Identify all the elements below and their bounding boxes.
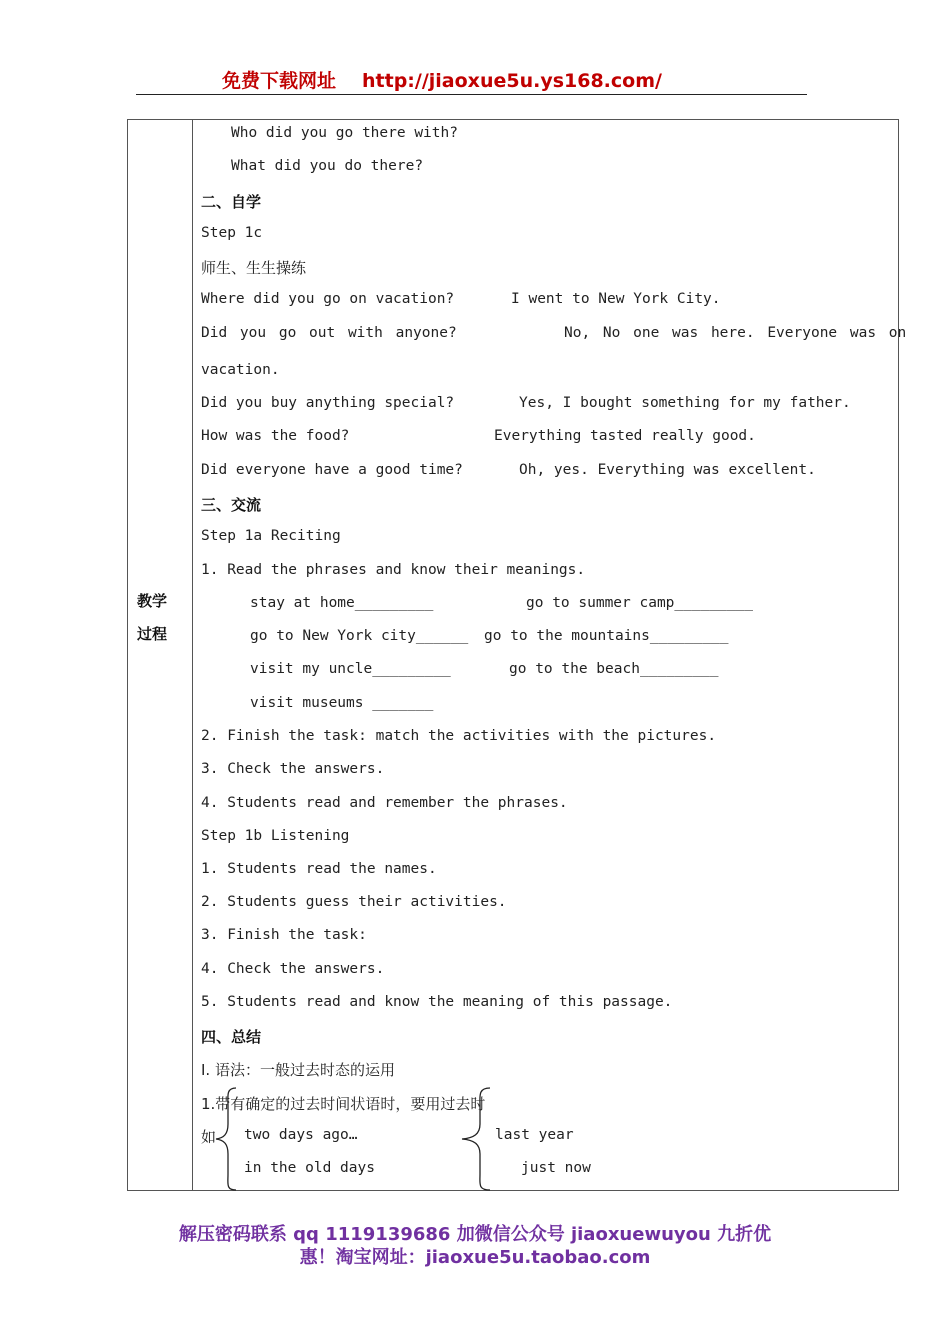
time-expression: last year [495,1127,574,1143]
task-item: 1. Read the phrases and know their meanings. [201,562,586,578]
step-heading: Step 1a Reciting [201,528,341,544]
grammar-example-label: 如 [201,1128,217,1146]
side-label-line1: 教学 [137,592,168,610]
question-line: What did you do there? [231,158,424,174]
time-expression: just now [521,1160,591,1176]
header-divider [136,94,807,95]
dialogue-question: Did you go out with anyone? [201,325,457,341]
dialogue-question: How was the food? [201,428,350,444]
task-item: 5. Students read and know the meaning of this passage. [201,994,673,1010]
side-label-line2: 过程 [137,625,168,643]
footer-contact-line: 解压密码联系 qq 1119139686 加微信公众号 jiaoxuewuyou 九折优 [178,1224,772,1245]
left-brace-icon [212,1086,242,1192]
left-brace-icon [456,1086,496,1192]
question-line: Who did you go there with? [231,125,458,141]
task-item: 4. Check the answers. [201,961,385,977]
section-heading-exchange: 三、交流 [201,496,262,514]
dialogue-answer: Yes, I bought something for my father. [519,395,851,411]
section-heading-self-study: 二、自学 [201,193,262,211]
task-item: 4. Students read and remember the phrases. [201,795,568,811]
phrase-blank: stay at home_________ [250,595,434,611]
header-title: 免费下载网址 [222,70,337,92]
task-item: 2. Students guess their activities. [201,894,507,910]
time-expression: in the old days [244,1160,375,1176]
phrase-blank: go to the beach_________ [509,661,719,677]
task-item: 1. Students read the names. [201,861,437,877]
footer-shop-line: 惠！淘宝网址：jiaoxue5u.taobao.com [299,1247,651,1268]
dialogue-question: Where did you go on vacation? [201,291,455,307]
time-expression: two days ago… [244,1127,358,1143]
grammar-rule: 1.带有确定的过去时间状语时，要用过去时 [201,1095,486,1113]
drill-note: 师生、生生操练 [201,259,307,277]
dialogue-question: Did you buy anything special? [201,395,455,411]
page-header [222,66,662,93]
phrase-blank: visit museums _______ [250,695,434,711]
phrase-blank: go to summer camp_________ [526,595,753,611]
step-heading: Step 1b Listening [201,828,350,844]
grammar-title: I. 语法：一般过去时态的运用 [201,1061,395,1079]
dialogue-answer-cont: vacation. [201,362,280,378]
dialogue-answer: Everything tasted really good. [494,428,756,444]
phrase-blank: go to the mountains_________ [484,628,729,644]
dialogue-answer: I went to New York City. [511,291,721,307]
task-item: 3. Finish the task: [201,927,367,943]
dialogue-question: Did everyone have a good time? [201,462,463,478]
dialogue-answer: Oh, yes. Everything was excellent. [519,462,816,478]
phrase-blank: visit my uncle_________ [250,661,451,677]
phrase-blank: go to New York city______ [250,628,469,644]
task-item: 2. Finish the task: match the activities with the pictures. [201,728,717,744]
column-divider [192,119,193,1191]
header-url-link[interactable]: http://jiaoxue5u.ys168.com/ [362,70,662,92]
step-heading: Step 1c [201,225,263,241]
section-heading-summary: 四、总结 [201,1028,262,1046]
task-item: 3. Check the answers. [201,761,385,777]
dialogue-answer: No, No one was here. Everyone was on [564,325,907,341]
